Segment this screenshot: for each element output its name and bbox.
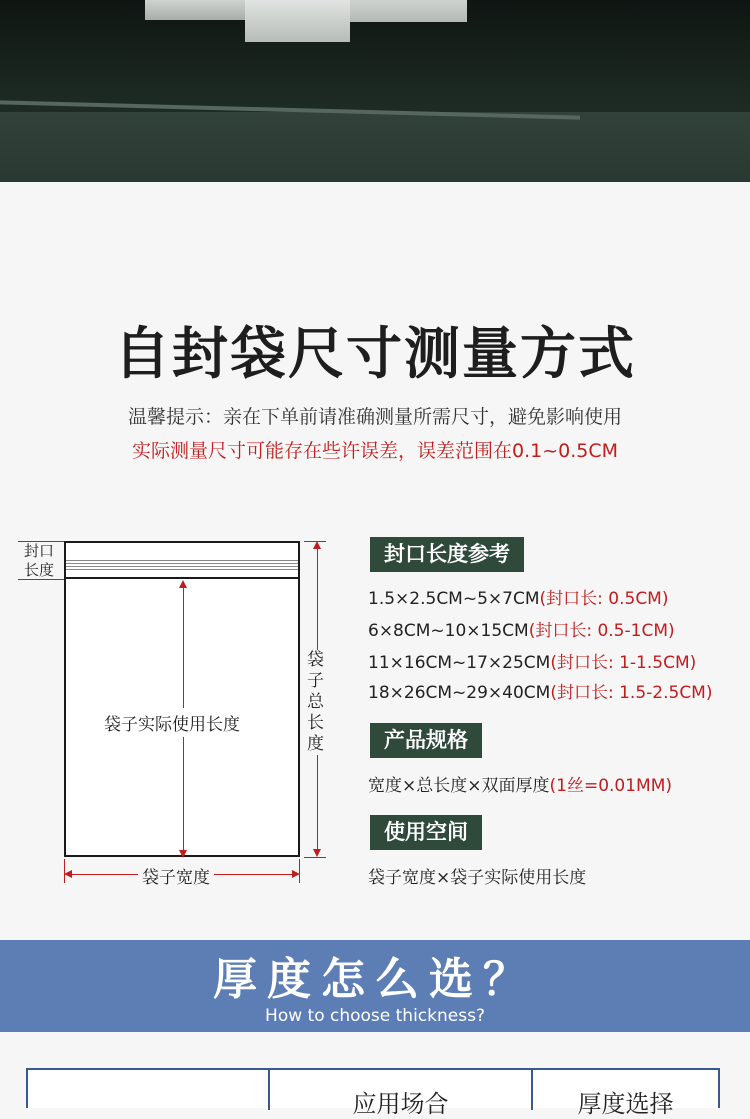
arrow-right-icon (292, 870, 300, 878)
product-box (345, 0, 467, 22)
arrow-left-icon (64, 870, 72, 878)
seal-row (368, 584, 669, 609)
seal-size: 11×16CM~17×25CM (368, 653, 551, 673)
arrow-up-icon (179, 580, 187, 588)
seal-length-label (24, 542, 54, 580)
seal-stripe (66, 560, 298, 561)
table-header-thickness: 厚度选择 (577, 1090, 674, 1118)
shelf-surface (0, 112, 750, 182)
error-range-text: 实际测量尺寸可能存在些许误差，误差范围在0.1~0.5CM (131, 440, 618, 462)
thickness-banner (0, 940, 750, 1032)
seal-note: (封口长: 1.5-2.5CM) (550, 683, 713, 703)
total-length-label: 袋子总长度 (307, 650, 327, 755)
arrow-up-icon (313, 541, 321, 549)
spec-text (368, 771, 672, 796)
seal-note: (封口长: 0.5-1CM) (528, 621, 675, 641)
seal-stripe (66, 563, 298, 564)
hero-product-photo (0, 0, 750, 182)
seal-divider (66, 577, 298, 579)
seal-row (368, 678, 712, 703)
banner-title: 厚度怎么选？ (213, 954, 537, 1005)
seal-reference-heading: 封口长度参考 (370, 537, 524, 572)
seal-size: 1.5×2.5CM~5×7CM (368, 589, 540, 609)
seal-label-line2: 长度 (24, 561, 55, 579)
bag-diagram (0, 520, 350, 900)
seal-stripe (66, 569, 298, 570)
seal-note: (封口长: 0.5CM) (539, 589, 669, 609)
banner-subtitle: How to choose thickness? (265, 1006, 485, 1026)
spec-formula: 宽度×总长度×双面厚度 (368, 776, 550, 796)
thickness-table (26, 1068, 720, 1118)
usage-heading: 使用空间 (370, 815, 482, 850)
usage-length-label: 袋子实际使用长度 (104, 708, 240, 737)
spec-note: (1丝=0.01MM) (549, 776, 673, 796)
width-label: 袋子宽度 (138, 863, 214, 888)
product-box (245, 0, 350, 42)
total-guide-bottom (304, 857, 326, 858)
seal-guide-top (18, 541, 64, 542)
seal-guide-bottom (18, 579, 64, 580)
seal-size: 18×26CM~29×40CM (368, 683, 551, 703)
seal-label-line1: 封口 (24, 542, 55, 560)
arrow-down-icon (179, 850, 187, 858)
seal-row (368, 648, 696, 673)
seal-note: (封口长: 1-1.5CM) (550, 653, 697, 673)
seal-row (368, 616, 675, 641)
page-title: 自封袋尺寸测量方式 (114, 322, 636, 387)
usage-text: 袋子宽度×袋子实际使用长度 (368, 868, 587, 888)
tip-text: 温馨提示：亲在下单前请准确测量所需尺寸，避免影响使用 (127, 406, 622, 428)
seal-stripe (66, 566, 298, 567)
bag-outline (64, 541, 300, 857)
spec-heading: 产品规格 (370, 723, 482, 758)
seal-size: 6×8CM~10×15CM (368, 621, 529, 641)
table-header-application: 应用场合 (352, 1090, 449, 1118)
arrow-down-icon (313, 849, 321, 857)
